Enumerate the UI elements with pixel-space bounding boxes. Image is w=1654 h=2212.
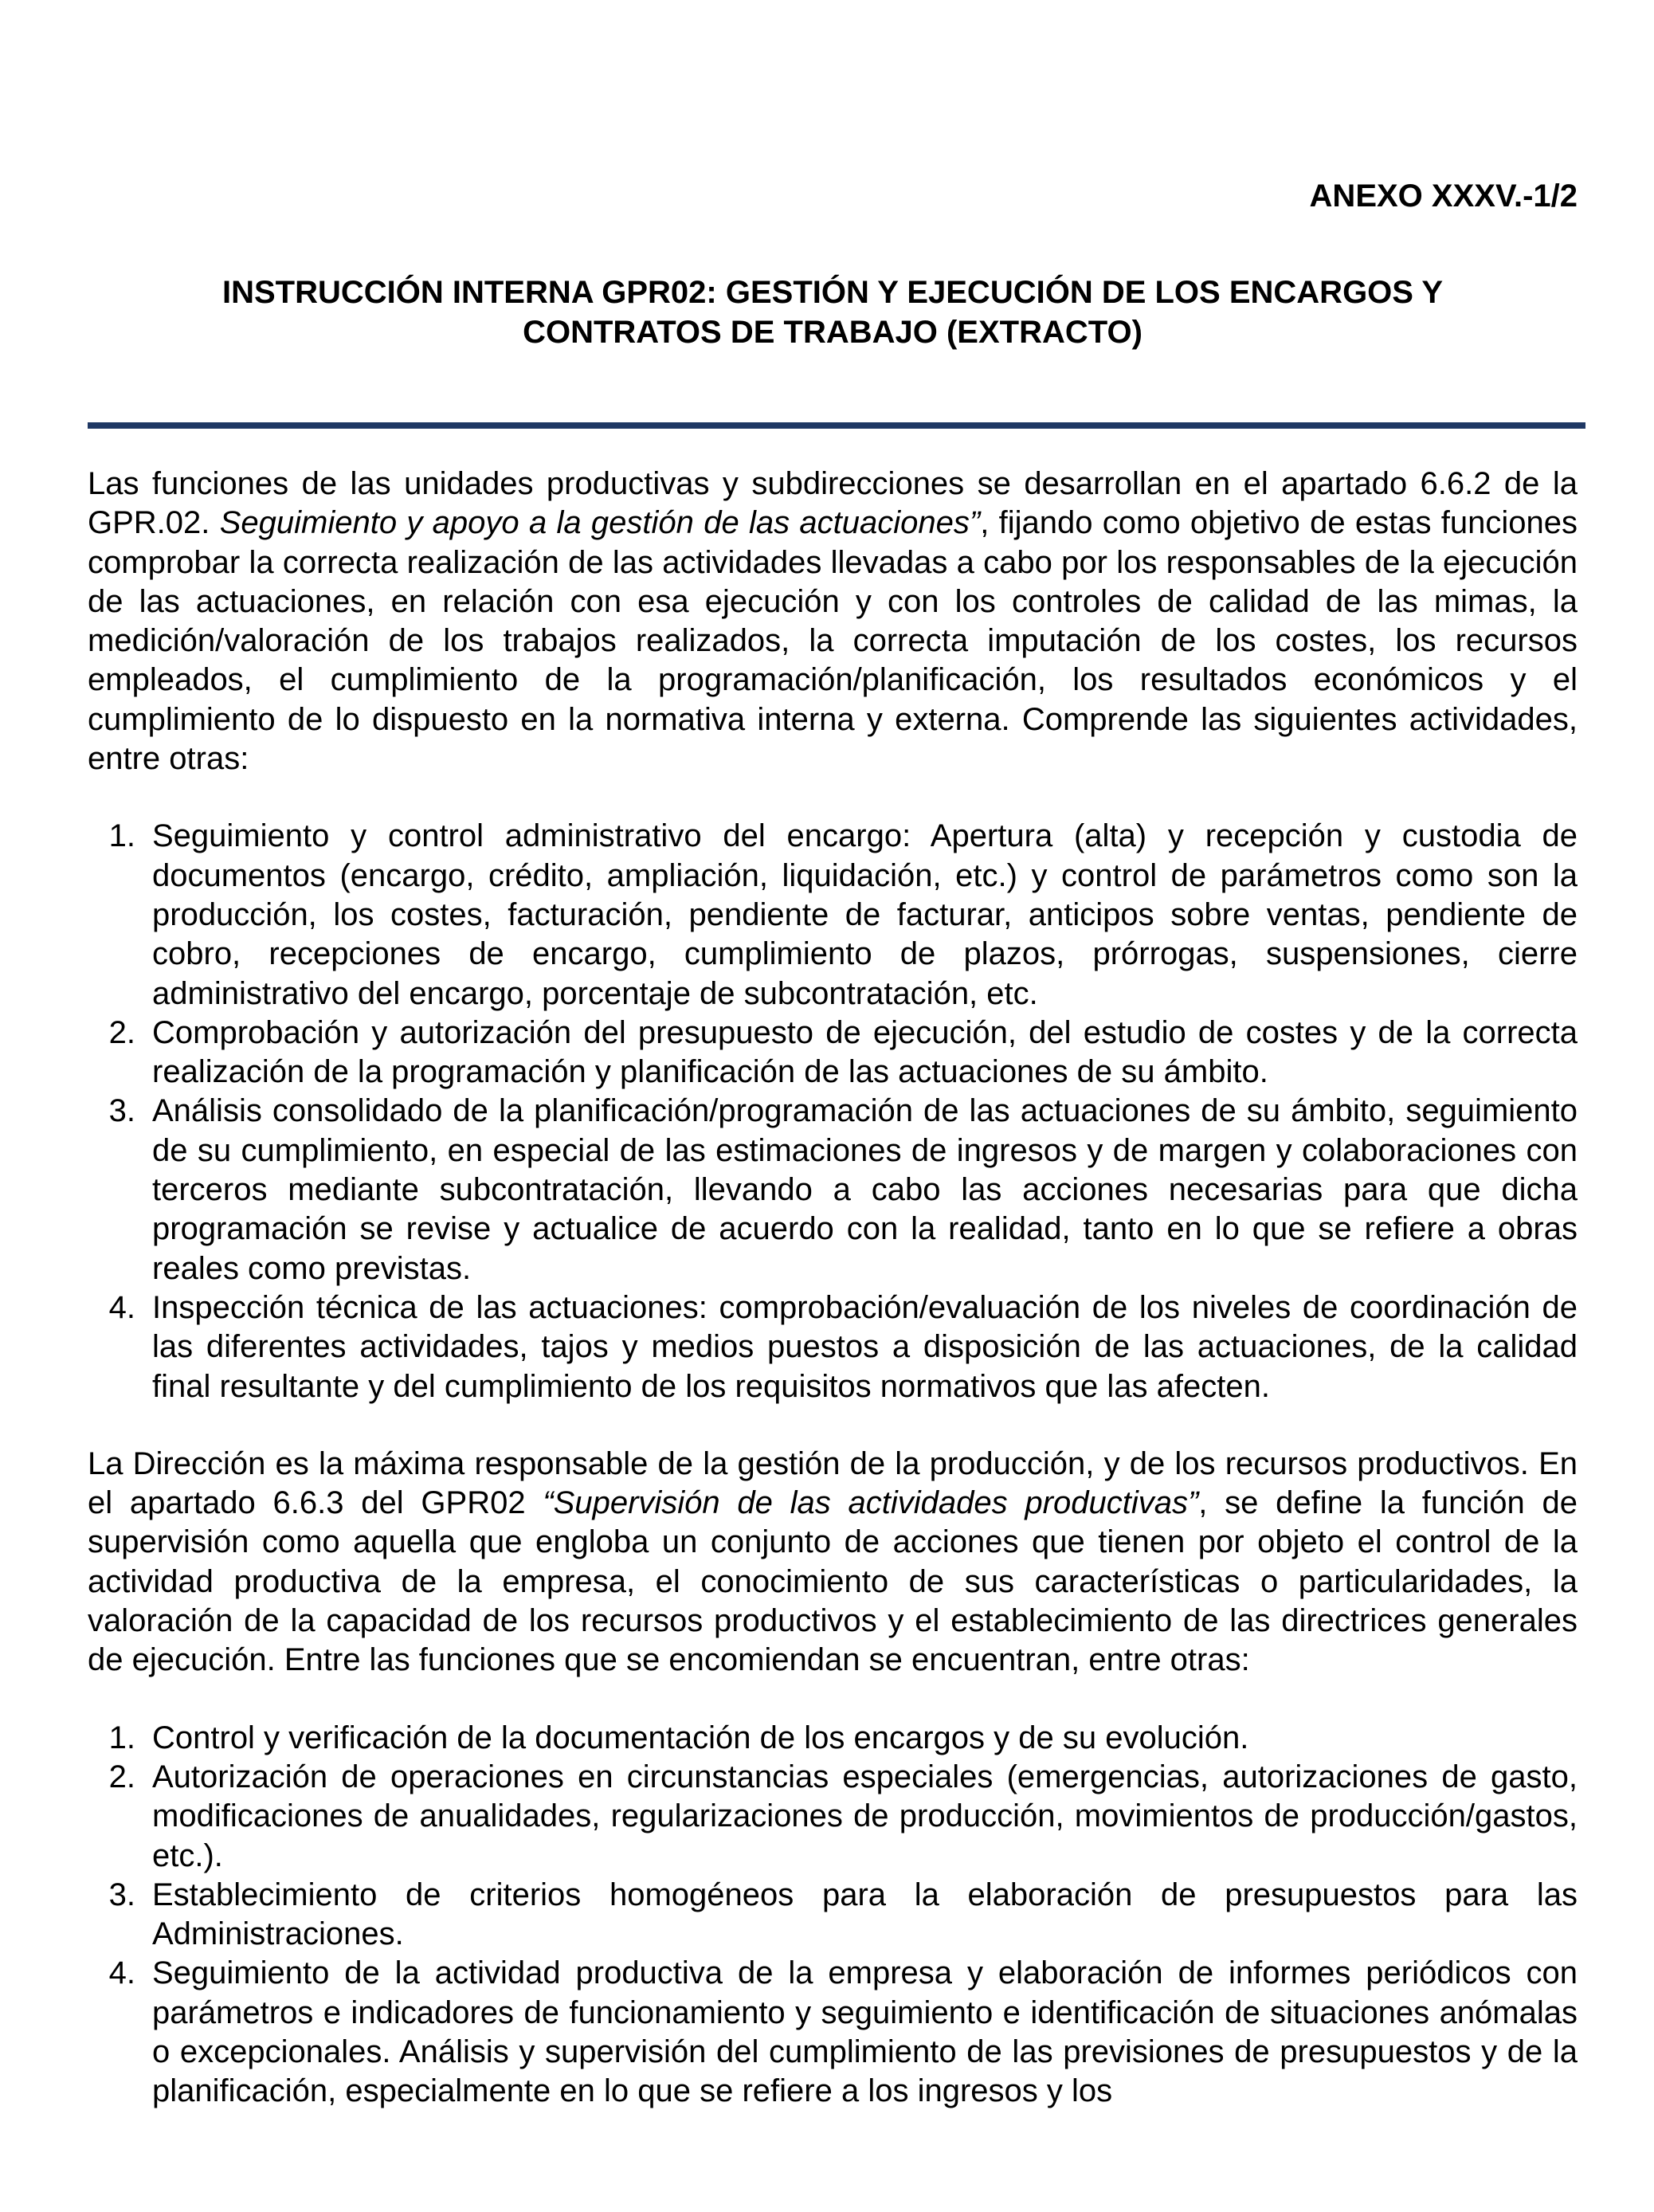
list-item-number: 4. xyxy=(108,1955,135,1991)
list-item xyxy=(108,1954,1578,2111)
list-item xyxy=(108,1014,1578,1092)
paragraph-text: Las funciones de las unidades productivas y subdirecciones se desarrollan en el apartado 6.6.2 de la GPR.02. xyxy=(88,466,1578,541)
list-item-text: Seguimiento y control administrativo del encargo: Apertura (alta) y recepción y custodia de documentos (encargo, crédito, ampliación, liquidación, etc.) y control de parámetros como son la producción, los costes, facturación, pendiente de facturar, anticipos sobre ventas, pendiente de cobro, recepciones de encargo, cumplimiento de plazos, prórrogas, suspensiones, cierre administrativo del encargo, porcentaje de subcontratación, etc. xyxy=(152,818,1578,1011)
list-item xyxy=(108,1288,1578,1406)
paragraph-italic-reference: Seguimiento y apoyo a la gestión de las actuaciones” xyxy=(219,505,981,541)
paragraph-text: , se define la función de supervisión como aquella que engloba un conjunto de acciones que tienen por objeto el control de la actividad productiva de la empresa, el conocimiento de sus características o particularidades, la valoración de la capacidad de los recursos productivos y el establecimiento de las directrices generales de ejecución. Entre las funciones que se encomiendan se encuentran, entre otras: xyxy=(88,1485,1578,1678)
list-item xyxy=(108,1758,1578,1876)
list-item-text: Control y verificación de la documentación de los encargos y de su evolución. xyxy=(152,1720,1249,1755)
paragraph-text: , fijando como objetivo de estas funciones comprobar la correcta realización de las actividades llevadas a cabo por los responsables de la ejecución de las actuaciones, en relación con esa ejecución y con los controles de calidad de las mimas, la medición/valoración de los trabajos realizados, la correcta imputación de los costes, los recursos empleados, el cumplimiento de la programación/planificación, los resultados económicos y el cumplimiento de lo dispuesto en la normativa interna y externa. Comprende las siguientes actividades, entre otras: xyxy=(88,505,1578,777)
document-title xyxy=(88,273,1578,352)
list-item-number: 4. xyxy=(108,1289,135,1325)
list-item-number: 1. xyxy=(108,818,135,854)
supervision-functions-list xyxy=(88,1719,1578,2112)
list-item-text: Seguimiento de la actividad productiva de la empresa y elaboración de informes periódicos con parámetros e indicadores de funcionamiento y seguimiento e identificación de situaciones anómalas o excepcionales. Análisis y supervisión del cumplimiento de las previsiones de presupuestos y de la planificación, especialmente en lo que se refiere a los ingresos y los xyxy=(152,1955,1578,2109)
paragraph-text: La Dirección es la máxima responsable de la gestión de la producción, y de los recursos productivos. En el apartado 6.6.3 del GPR02 xyxy=(88,1445,1578,1521)
paragraph-italic-reference: “Supervisión de las actividades productivas” xyxy=(543,1485,1199,1521)
title-line-2: CONTRATOS DE TRABAJO (EXTRACTO) xyxy=(523,315,1143,350)
list-item-number: 1. xyxy=(108,1720,135,1755)
list-item-text: Comprobación y autorización del presupuesto de ejecución, del estudio de costes y de la correcta realización de la programación y planificación de las actuaciones de su ámbito. xyxy=(152,1014,1578,1090)
list-item-text: Establecimiento de criterios homogéneos para la elaboración de presupuestos para las Administraciones. xyxy=(152,1877,1578,1952)
list-item-number: 2. xyxy=(108,1014,135,1050)
list-item xyxy=(108,817,1578,1013)
list-item-number: 3. xyxy=(108,1877,135,1912)
list-item-text: Autorización de operaciones en circunstancias especiales (emergencias, autorizaciones de gasto, modificaciones de anualidades, regularizaciones de producción, movimientos de producción/gastos, etc.). xyxy=(152,1759,1578,1873)
list-item xyxy=(108,1719,1578,1758)
title-divider xyxy=(88,422,1585,429)
paragraph-unidades-productivas xyxy=(88,465,1578,779)
list-item-number: 2. xyxy=(108,1759,135,1794)
activities-list xyxy=(88,817,1578,1406)
title-line-1: INSTRUCCIÓN INTERNA GPR02: GESTIÓN Y EJECUCIÓN DE LOS ENCARGOS Y xyxy=(221,275,1444,310)
list-item-text: Análisis consolidado de la planificación/programación de las actuaciones de su ámbito, seguimiento de su cumplimiento, en especial de las estimaciones de ingresos y de margen y colaboraciones con terceros mediante subcontratación, llevando a cabo las acciones necesarias para que dicha programación se revise y actualice de acuerdo con la realidad, tanto en lo que se refiere a obras reales como previstas. xyxy=(152,1093,1578,1286)
list-item xyxy=(108,1876,1578,1955)
annex-label: ANEXO XXXV.-1/2 xyxy=(1309,178,1578,214)
document-body xyxy=(88,465,1578,2112)
document-page xyxy=(88,0,1578,2212)
list-item-text: Inspección técnica de las actuaciones: comprobación/evaluación de los niveles de coordinación de las diferentes actividades, tajos y medios puestos a disposición de las actuaciones, de la calidad final resultante y del cumplimiento de los requisitos normativos que las afecten. xyxy=(152,1289,1578,1404)
list-item-number: 3. xyxy=(108,1093,135,1129)
list-item xyxy=(108,1092,1578,1288)
paragraph-direccion xyxy=(88,1445,1578,1681)
